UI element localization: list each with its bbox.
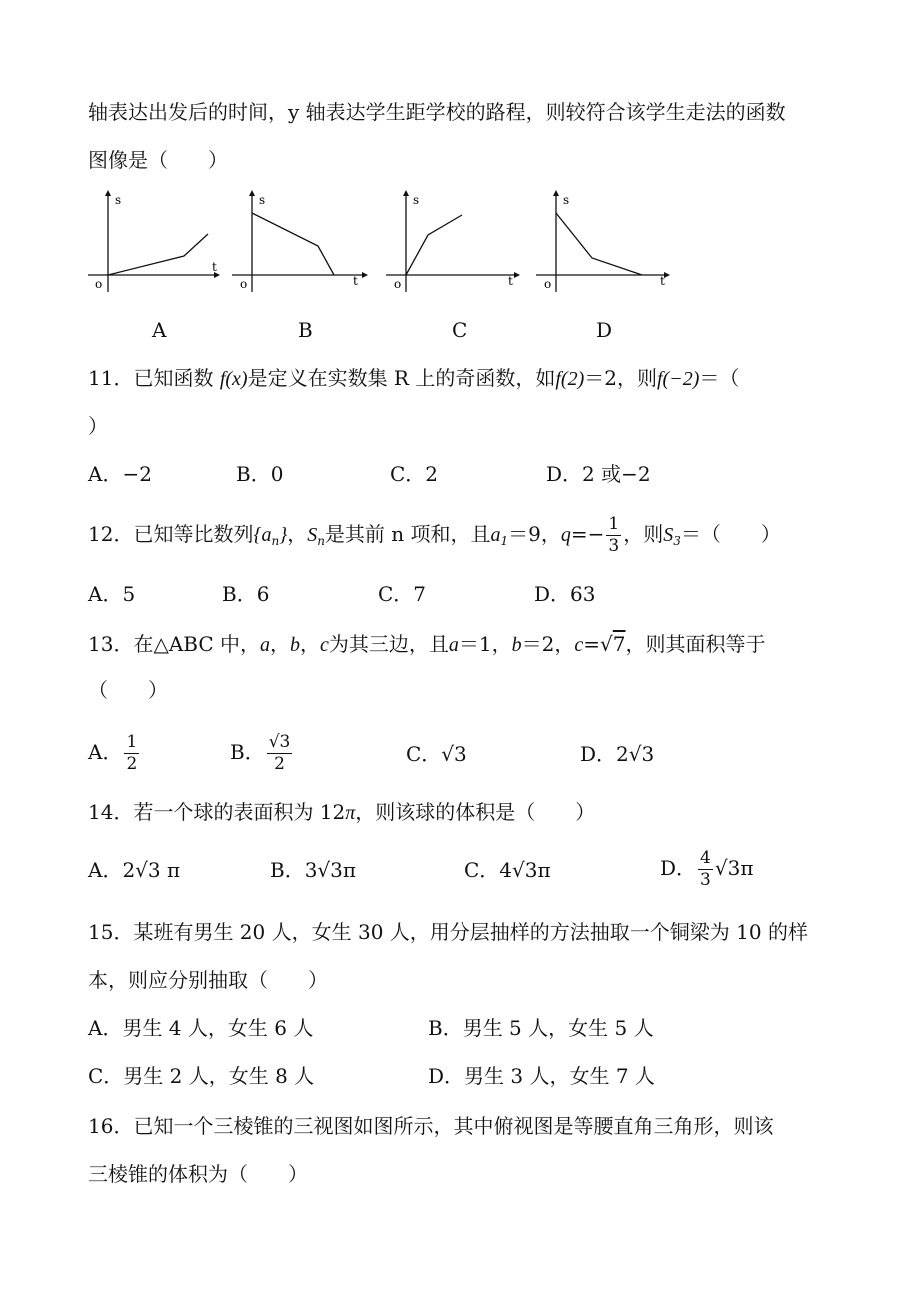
q16-stem: 16．已知一个三棱锥的三视图如图所示，其中俯视图是等腰直角三角形，则该 (88, 1114, 774, 1138)
q14-option-a[interactable]: A．2√3 π (88, 858, 181, 882)
q16-stem-line2: 三棱锥的体积为（ ） (88, 1162, 308, 1186)
q10-line1: 轴表达出发后的时间，y 轴表达学生距学校的路程，则较符合该学生走法的函数 (88, 100, 786, 124)
graph-d-t: t (660, 274, 665, 288)
q13-stem: 13．在△ABC 中，a，b，c为其三边，且a＝1，b＝2，c=√7，则其面积等于 (88, 632, 766, 656)
q15-option-d[interactable]: D．男生 3 人，女生 7 人 (428, 1064, 655, 1088)
graph-d-curve (556, 213, 642, 275)
graph-label-b: B (298, 318, 313, 342)
q11-option-d[interactable]: D．2 或−2 (546, 462, 651, 486)
q11-option-b[interactable]: B．0 (236, 462, 284, 486)
q11-option-c[interactable]: C．2 (390, 462, 439, 486)
graph-d (536, 188, 670, 292)
q13-option-c[interactable]: C．√3 (406, 742, 467, 766)
q14-stem: 14．若一个球的表面积为 12π，则该球的体积是（ ） (88, 800, 596, 824)
graph-b-o: o (240, 277, 248, 291)
q12-option-c[interactable]: C．7 (378, 582, 427, 606)
graph-a-o: o (95, 277, 103, 291)
graph-a-t: t (212, 260, 217, 274)
q14-option-b[interactable]: B．3√3π (270, 858, 357, 882)
q13-option-a[interactable]: A． $\frac{1}{2}$ (88, 732, 138, 774)
graph-a (88, 188, 220, 292)
q11-stem-line2: ） (88, 414, 108, 438)
q14-option-d[interactable]: D． $\frac{4}{3}$ √3π (660, 848, 754, 890)
q10-line2: 图像是（ ） (88, 148, 228, 172)
q13-option-b[interactable]: B． $\frac{√3}{2}$ (230, 732, 291, 774)
graph-a-curve (108, 234, 208, 275)
graph-c-s: s (413, 193, 420, 207)
q12-option-b[interactable]: B．6 (222, 582, 270, 606)
graph-c-t: t (508, 274, 513, 288)
graph-b-s: s (259, 193, 266, 207)
graph-b-curve (252, 213, 334, 275)
q13-stem-line2: （ ） (88, 678, 168, 702)
q15-option-c[interactable]: C．男生 2 人，女生 8 人 (88, 1064, 315, 1088)
q15-stem-line2: 本，则应分别抽取（ ） (88, 968, 328, 992)
graph-label-c: C (452, 318, 468, 342)
graph-c-curve (406, 215, 462, 275)
q11-stem: 11．已知函数 f(x)是定义在实数集 R 上的奇函数，如f(2)＝2，则f(−2)＝（ (88, 366, 740, 390)
graph-label-a: A (152, 318, 167, 342)
graph-d-s: s (563, 193, 570, 207)
q12-stem: 12．已知等比数列$\{a_n\}$，$S_n$是其前 n 项和，且$a_1=9$，q=− $\frac{1}{3}$ ，则$S_3=$（ ） (88, 514, 781, 556)
graph-d-o: o (544, 277, 552, 291)
q15-stem: 15．某班有男生 20 人，女生 30 人，用分层抽样的方法抽取一个铜梁为 10 的样 (88, 920, 808, 944)
graph-c (386, 188, 520, 292)
q13-option-d[interactable]: D．2√3 (580, 742, 655, 766)
q11-option-a[interactable]: A．−2 (88, 462, 152, 486)
q15-option-a[interactable]: A．男生 4 人，女生 6 人 (88, 1016, 314, 1040)
graph-label-d: D (596, 318, 613, 342)
q12-option-a[interactable]: A．5 (88, 582, 136, 606)
q14-option-c[interactable]: C．4√3π (464, 858, 551, 882)
graph-b-t: t (353, 274, 358, 288)
q15-option-b[interactable]: B．男生 5 人，女生 5 人 (428, 1016, 654, 1040)
q12-option-d[interactable]: D．63 (534, 582, 596, 606)
graph-c-o: o (394, 277, 402, 291)
graph-b (232, 188, 368, 292)
graph-a-s: s (115, 193, 122, 207)
